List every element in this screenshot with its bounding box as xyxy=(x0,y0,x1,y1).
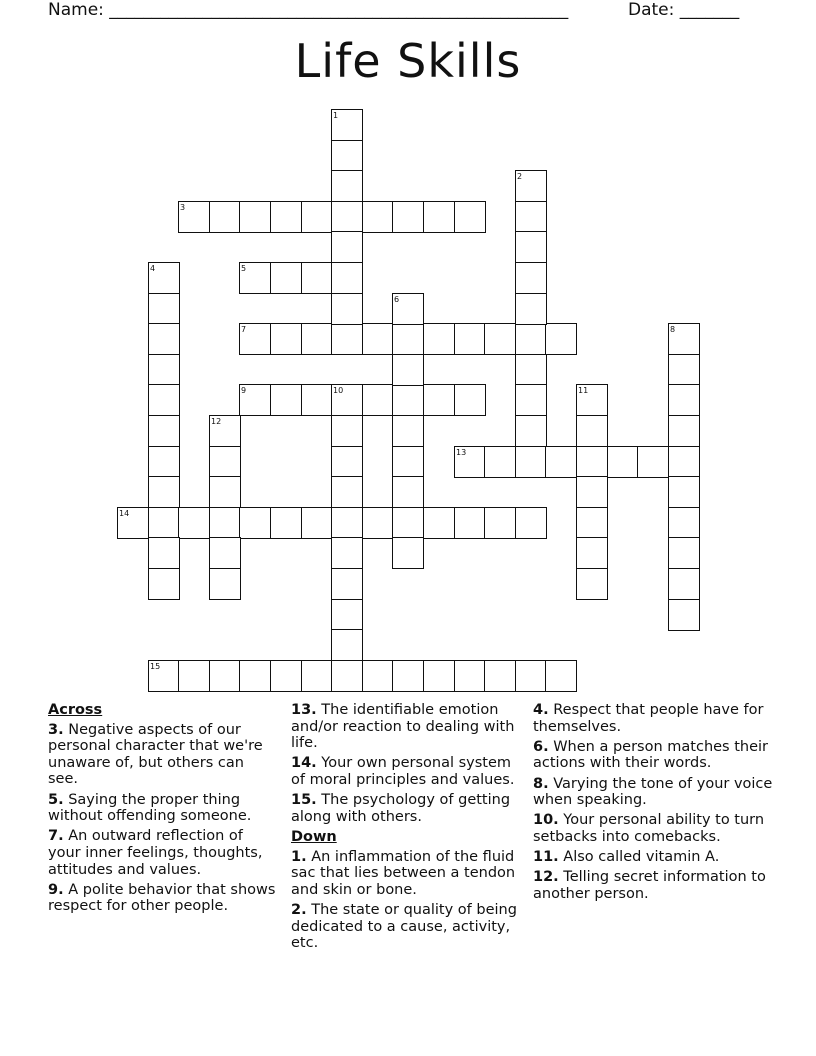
grid-cell[interactable] xyxy=(331,568,363,600)
grid-cell[interactable] xyxy=(668,568,700,600)
grid-cell[interactable] xyxy=(209,537,241,569)
grid-cell[interactable] xyxy=(392,323,424,355)
grid-cell[interactable] xyxy=(239,660,271,692)
across-clue: 15. The psychology of getting along with others. xyxy=(291,792,511,825)
clue-number-label: 7 xyxy=(241,325,247,334)
clue-number-label: 12 xyxy=(211,417,222,426)
grid-cell[interactable] xyxy=(576,568,608,600)
across-clue: 7. An outward reflection of your inner feelings, thoughts, attitudes and values. xyxy=(48,828,263,878)
grid-cell[interactable] xyxy=(209,476,241,508)
grid-cell[interactable] xyxy=(484,660,516,692)
grid-cell[interactable] xyxy=(148,323,180,355)
grid-cell[interactable] xyxy=(148,537,180,569)
clue-number-label: 2 xyxy=(517,172,523,181)
down-clue: 11. Also called vitamin A. xyxy=(533,849,720,866)
grid-cell[interactable] xyxy=(209,568,241,600)
grid-cell[interactable] xyxy=(392,201,424,233)
grid-cell[interactable] xyxy=(148,507,180,539)
grid-cell[interactable] xyxy=(515,660,547,692)
grid-cell[interactable] xyxy=(607,446,639,478)
grid-cell[interactable] xyxy=(423,323,455,355)
grid-cell[interactable] xyxy=(331,476,363,508)
clue-column-3 xyxy=(533,702,773,906)
grid-cell[interactable] xyxy=(392,415,424,447)
grid-cell[interactable] xyxy=(331,262,363,294)
grid-cell[interactable] xyxy=(178,660,210,692)
grid-cell[interactable] xyxy=(148,293,180,325)
name-field[interactable]: Name: ______________________________________________________ xyxy=(48,0,569,20)
clue-number-label: 6 xyxy=(394,295,400,304)
grid-cell[interactable] xyxy=(668,446,700,478)
down-heading: Down xyxy=(291,828,337,845)
grid-cell[interactable] xyxy=(239,201,271,233)
grid-cell[interactable] xyxy=(362,201,394,233)
grid-cell[interactable] xyxy=(178,507,210,539)
grid-cell[interactable] xyxy=(392,507,424,539)
grid-cell[interactable] xyxy=(148,568,180,600)
grid-cell[interactable] xyxy=(515,201,547,233)
grid-cell[interactable] xyxy=(668,537,700,569)
grid-cell[interactable] xyxy=(668,415,700,447)
grid-cell[interactable] xyxy=(331,507,363,539)
grid-cell[interactable] xyxy=(454,201,486,233)
across-clue: 9. A polite behavior that shows respect for other people. xyxy=(48,881,276,915)
grid-cell[interactable] xyxy=(423,507,455,539)
grid-cell[interactable] xyxy=(423,384,455,416)
grid-cell[interactable] xyxy=(668,476,700,508)
grid-cell[interactable] xyxy=(362,660,394,692)
grid-cell[interactable] xyxy=(454,660,486,692)
grid-cell[interactable] xyxy=(576,537,608,569)
across-heading: Across xyxy=(48,702,103,718)
page-title: Life Skills xyxy=(294,34,522,88)
clue-number-label: 8 xyxy=(670,325,676,334)
grid-cell[interactable] xyxy=(637,446,669,478)
grid-cell[interactable] xyxy=(668,507,700,539)
grid-cell[interactable] xyxy=(209,201,241,233)
grid-cell[interactable] xyxy=(392,476,424,508)
grid-cell[interactable] xyxy=(668,384,700,416)
grid-cell[interactable] xyxy=(392,537,424,569)
grid-cell[interactable] xyxy=(270,201,302,233)
grid-cell[interactable] xyxy=(392,660,424,692)
grid-cell[interactable] xyxy=(331,599,363,631)
clue-number-label: 13 xyxy=(456,448,467,457)
clue-number-label: 1 xyxy=(333,111,339,120)
grid-cell[interactable] xyxy=(576,415,608,447)
grid-cell[interactable] xyxy=(484,507,516,539)
grid-cell[interactable] xyxy=(209,446,241,478)
clue-number-label: 10 xyxy=(333,386,344,395)
grid-cell[interactable] xyxy=(148,354,180,386)
clue-number-label: 15 xyxy=(150,662,161,671)
grid-cell[interactable] xyxy=(515,384,547,416)
grid-cell[interactable] xyxy=(148,415,180,447)
grid-cell[interactable] xyxy=(515,262,547,294)
grid-cell[interactable] xyxy=(331,170,363,202)
down-clue: 12. Telling secret information to another person. xyxy=(533,869,766,902)
grid-cell[interactable] xyxy=(301,201,333,233)
across-clue: 13. The identifiable emotion and/or reaction to dealing with life. xyxy=(291,702,515,752)
clue-number-label: 4 xyxy=(150,264,156,273)
grid-cell[interactable] xyxy=(301,507,333,539)
across-clue: 3. Negative aspects of our personal character that we're unaware of, but others can see. xyxy=(48,721,263,788)
grid-cell[interactable] xyxy=(270,384,302,416)
grid-cell[interactable] xyxy=(331,415,363,447)
grid-cell[interactable] xyxy=(331,140,363,172)
grid-cell[interactable] xyxy=(209,507,241,539)
clue-number-label: 14 xyxy=(119,509,130,518)
clue-number-label: 5 xyxy=(241,264,247,273)
clue-number-label: 3 xyxy=(180,203,186,212)
grid-cell[interactable] xyxy=(423,660,455,692)
grid-cell[interactable] xyxy=(545,446,577,478)
down-clue: 6. When a person matches their actions with their words. xyxy=(533,738,768,772)
date-field[interactable]: Date: _______ xyxy=(628,0,740,20)
grid-cell[interactable] xyxy=(515,354,547,386)
grid-cell[interactable] xyxy=(545,660,577,692)
grid-cell[interactable] xyxy=(392,446,424,478)
clue-column-2 xyxy=(291,702,523,955)
grid-cell[interactable] xyxy=(392,384,424,416)
grid-cell[interactable] xyxy=(515,415,547,447)
grid-cell[interactable] xyxy=(331,201,363,233)
grid-cell[interactable] xyxy=(331,660,363,692)
grid-cell[interactable] xyxy=(270,323,302,355)
across-clue: 14. Your own personal system of moral principles and values. xyxy=(291,755,515,788)
grid-cell[interactable] xyxy=(301,660,333,692)
grid-cell[interactable] xyxy=(545,323,577,355)
grid-cell[interactable] xyxy=(515,231,547,263)
grid-cell[interactable] xyxy=(209,660,241,692)
grid-cell[interactable] xyxy=(515,293,547,325)
grid-cell[interactable] xyxy=(301,384,333,416)
grid-cell[interactable] xyxy=(270,262,302,294)
grid-cell[interactable] xyxy=(331,446,363,478)
grid-cell[interactable] xyxy=(515,446,547,478)
grid-cell[interactable] xyxy=(331,293,363,325)
grid-cell[interactable] xyxy=(454,384,486,416)
down-clue: 8. Varying the tone of your voice when speaking. xyxy=(533,775,773,809)
grid-cell[interactable] xyxy=(362,507,394,539)
grid-cell[interactable] xyxy=(331,231,363,263)
clue-number-label: 9 xyxy=(241,386,247,395)
down-clue: 4. Respect that people have for themselves. xyxy=(533,702,764,735)
clue-column-1 xyxy=(48,702,278,919)
down-clue: 10. Your personal ability to turn setbacks into comebacks. xyxy=(533,812,765,845)
grid-cell[interactable] xyxy=(576,507,608,539)
grid-cell[interactable] xyxy=(668,354,700,386)
grid-cell[interactable] xyxy=(362,323,394,355)
grid-cell[interactable] xyxy=(484,323,516,355)
grid-cell[interactable] xyxy=(515,323,547,355)
grid-cell[interactable] xyxy=(301,262,333,294)
grid-cell[interactable] xyxy=(301,323,333,355)
grid-cell[interactable] xyxy=(331,537,363,569)
grid-cell[interactable] xyxy=(148,384,180,416)
grid-cell[interactable] xyxy=(239,507,271,539)
grid-cell[interactable] xyxy=(270,507,302,539)
grid-cell[interactable] xyxy=(423,201,455,233)
grid-cell[interactable] xyxy=(362,384,394,416)
down-clue: 1. An inflammation of the fluid sac that lies between a tendon and skin or bone. xyxy=(291,848,516,898)
grid-cell[interactable] xyxy=(148,446,180,478)
grid-cell[interactable] xyxy=(392,354,424,386)
grid-cell[interactable] xyxy=(515,507,547,539)
grid-cell[interactable] xyxy=(331,323,363,355)
grid-cell[interactable] xyxy=(270,660,302,692)
clue-number-label: 11 xyxy=(578,386,589,395)
grid-cell[interactable] xyxy=(576,476,608,508)
grid-cell[interactable] xyxy=(454,507,486,539)
grid-cell[interactable] xyxy=(576,446,608,478)
grid-cell[interactable] xyxy=(331,629,363,661)
across-clue: 5. Saying the proper thing without offending someone. xyxy=(48,791,252,825)
grid-cell[interactable] xyxy=(148,476,180,508)
grid-cell[interactable] xyxy=(484,446,516,478)
grid-cell[interactable] xyxy=(454,323,486,355)
grid-cell[interactable] xyxy=(668,599,700,631)
down-clue: 2. The state or quality of being dedicated to a cause, activity, etc. xyxy=(291,901,517,952)
